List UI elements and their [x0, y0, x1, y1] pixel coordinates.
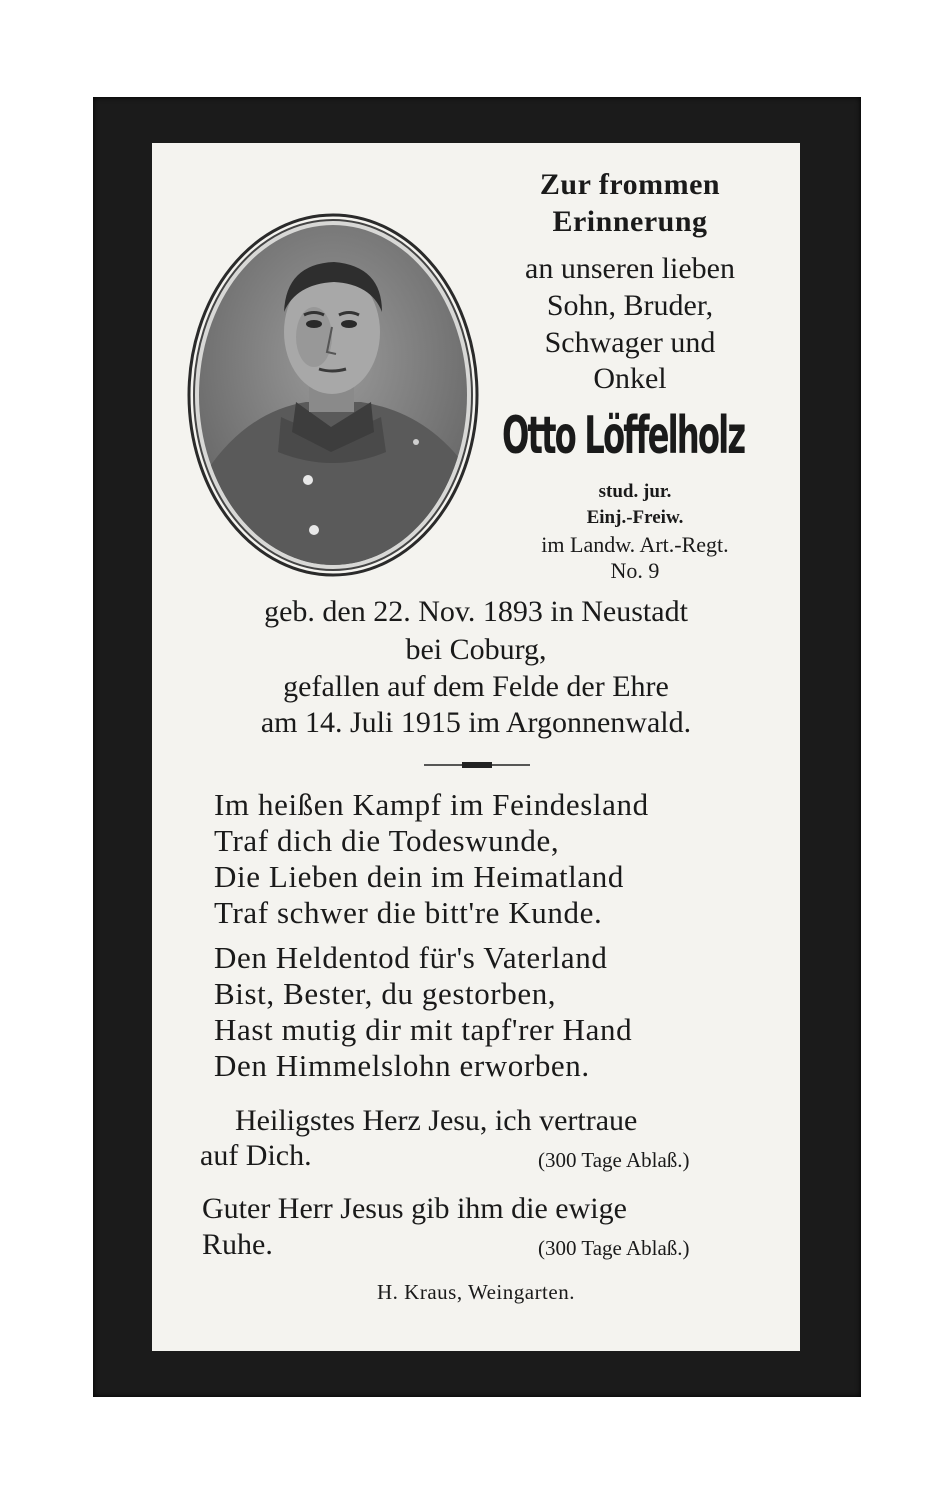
indulgence-note: (300 Tage Ablaß.): [538, 1148, 690, 1172]
bio-line: geb. den 22. Nov. 1893 in Neustadt: [264, 595, 688, 628]
header-line1: Zur frommen: [539, 168, 721, 201]
poem-line: Traf schwer die bitt're Kunde.: [214, 895, 603, 930]
poem-line: Bist, Bester, du gestorben,: [214, 976, 557, 1011]
printer-imprint: H. Kraus, Weingarten.: [377, 1280, 575, 1304]
prayer-line: auf Dich.: [200, 1139, 312, 1172]
poem-line: Traf dich die Todeswunde,: [214, 823, 560, 858]
poem-line: Die Lieben dein im Heimatland: [214, 859, 624, 894]
poem-line: Hast mutig dir mit tapf'rer Hand: [214, 1012, 633, 1047]
dedication-line: Sohn, Bruder,: [546, 289, 714, 322]
dedication-line: an unseren lieben: [525, 252, 735, 285]
bio-line: bei Coburg,: [405, 633, 547, 666]
prayer-line: Guter Herr Jesus gib ihm die ewige: [202, 1192, 627, 1225]
dedication-line: Schwager und: [544, 326, 716, 359]
title-number: No. 9: [610, 558, 660, 583]
prayer-line: Heiligstes Herz Jesu, ich vertraue: [235, 1104, 638, 1137]
prayer-line: Ruhe.: [202, 1228, 273, 1261]
indulgence-note: (300 Tage Ablaß.): [538, 1236, 690, 1260]
poem-line: Im heißen Kampf im Feindesland: [214, 787, 649, 822]
dedication-line: Onkel: [593, 362, 667, 395]
title-stud: stud. jur.: [598, 481, 672, 502]
title-regiment: im Landw. Art.-Regt.: [541, 532, 729, 557]
bio-line: gefallen auf dem Felde der Ehre: [283, 670, 669, 703]
deceased-name: Otto Löffelholz: [502, 406, 745, 466]
poem-line: Den Heldentod für's Vaterland: [214, 940, 608, 975]
divider-ornament: [424, 758, 530, 772]
portrait-photo: [186, 212, 480, 578]
header-line2: Erinnerung: [552, 205, 708, 238]
poem-line: Den Himmelslohn erworben.: [214, 1048, 590, 1083]
bio-line: am 14. Juli 1915 im Argonnenwald.: [260, 706, 692, 739]
title-einj: Einj.-Freiw.: [586, 507, 684, 528]
